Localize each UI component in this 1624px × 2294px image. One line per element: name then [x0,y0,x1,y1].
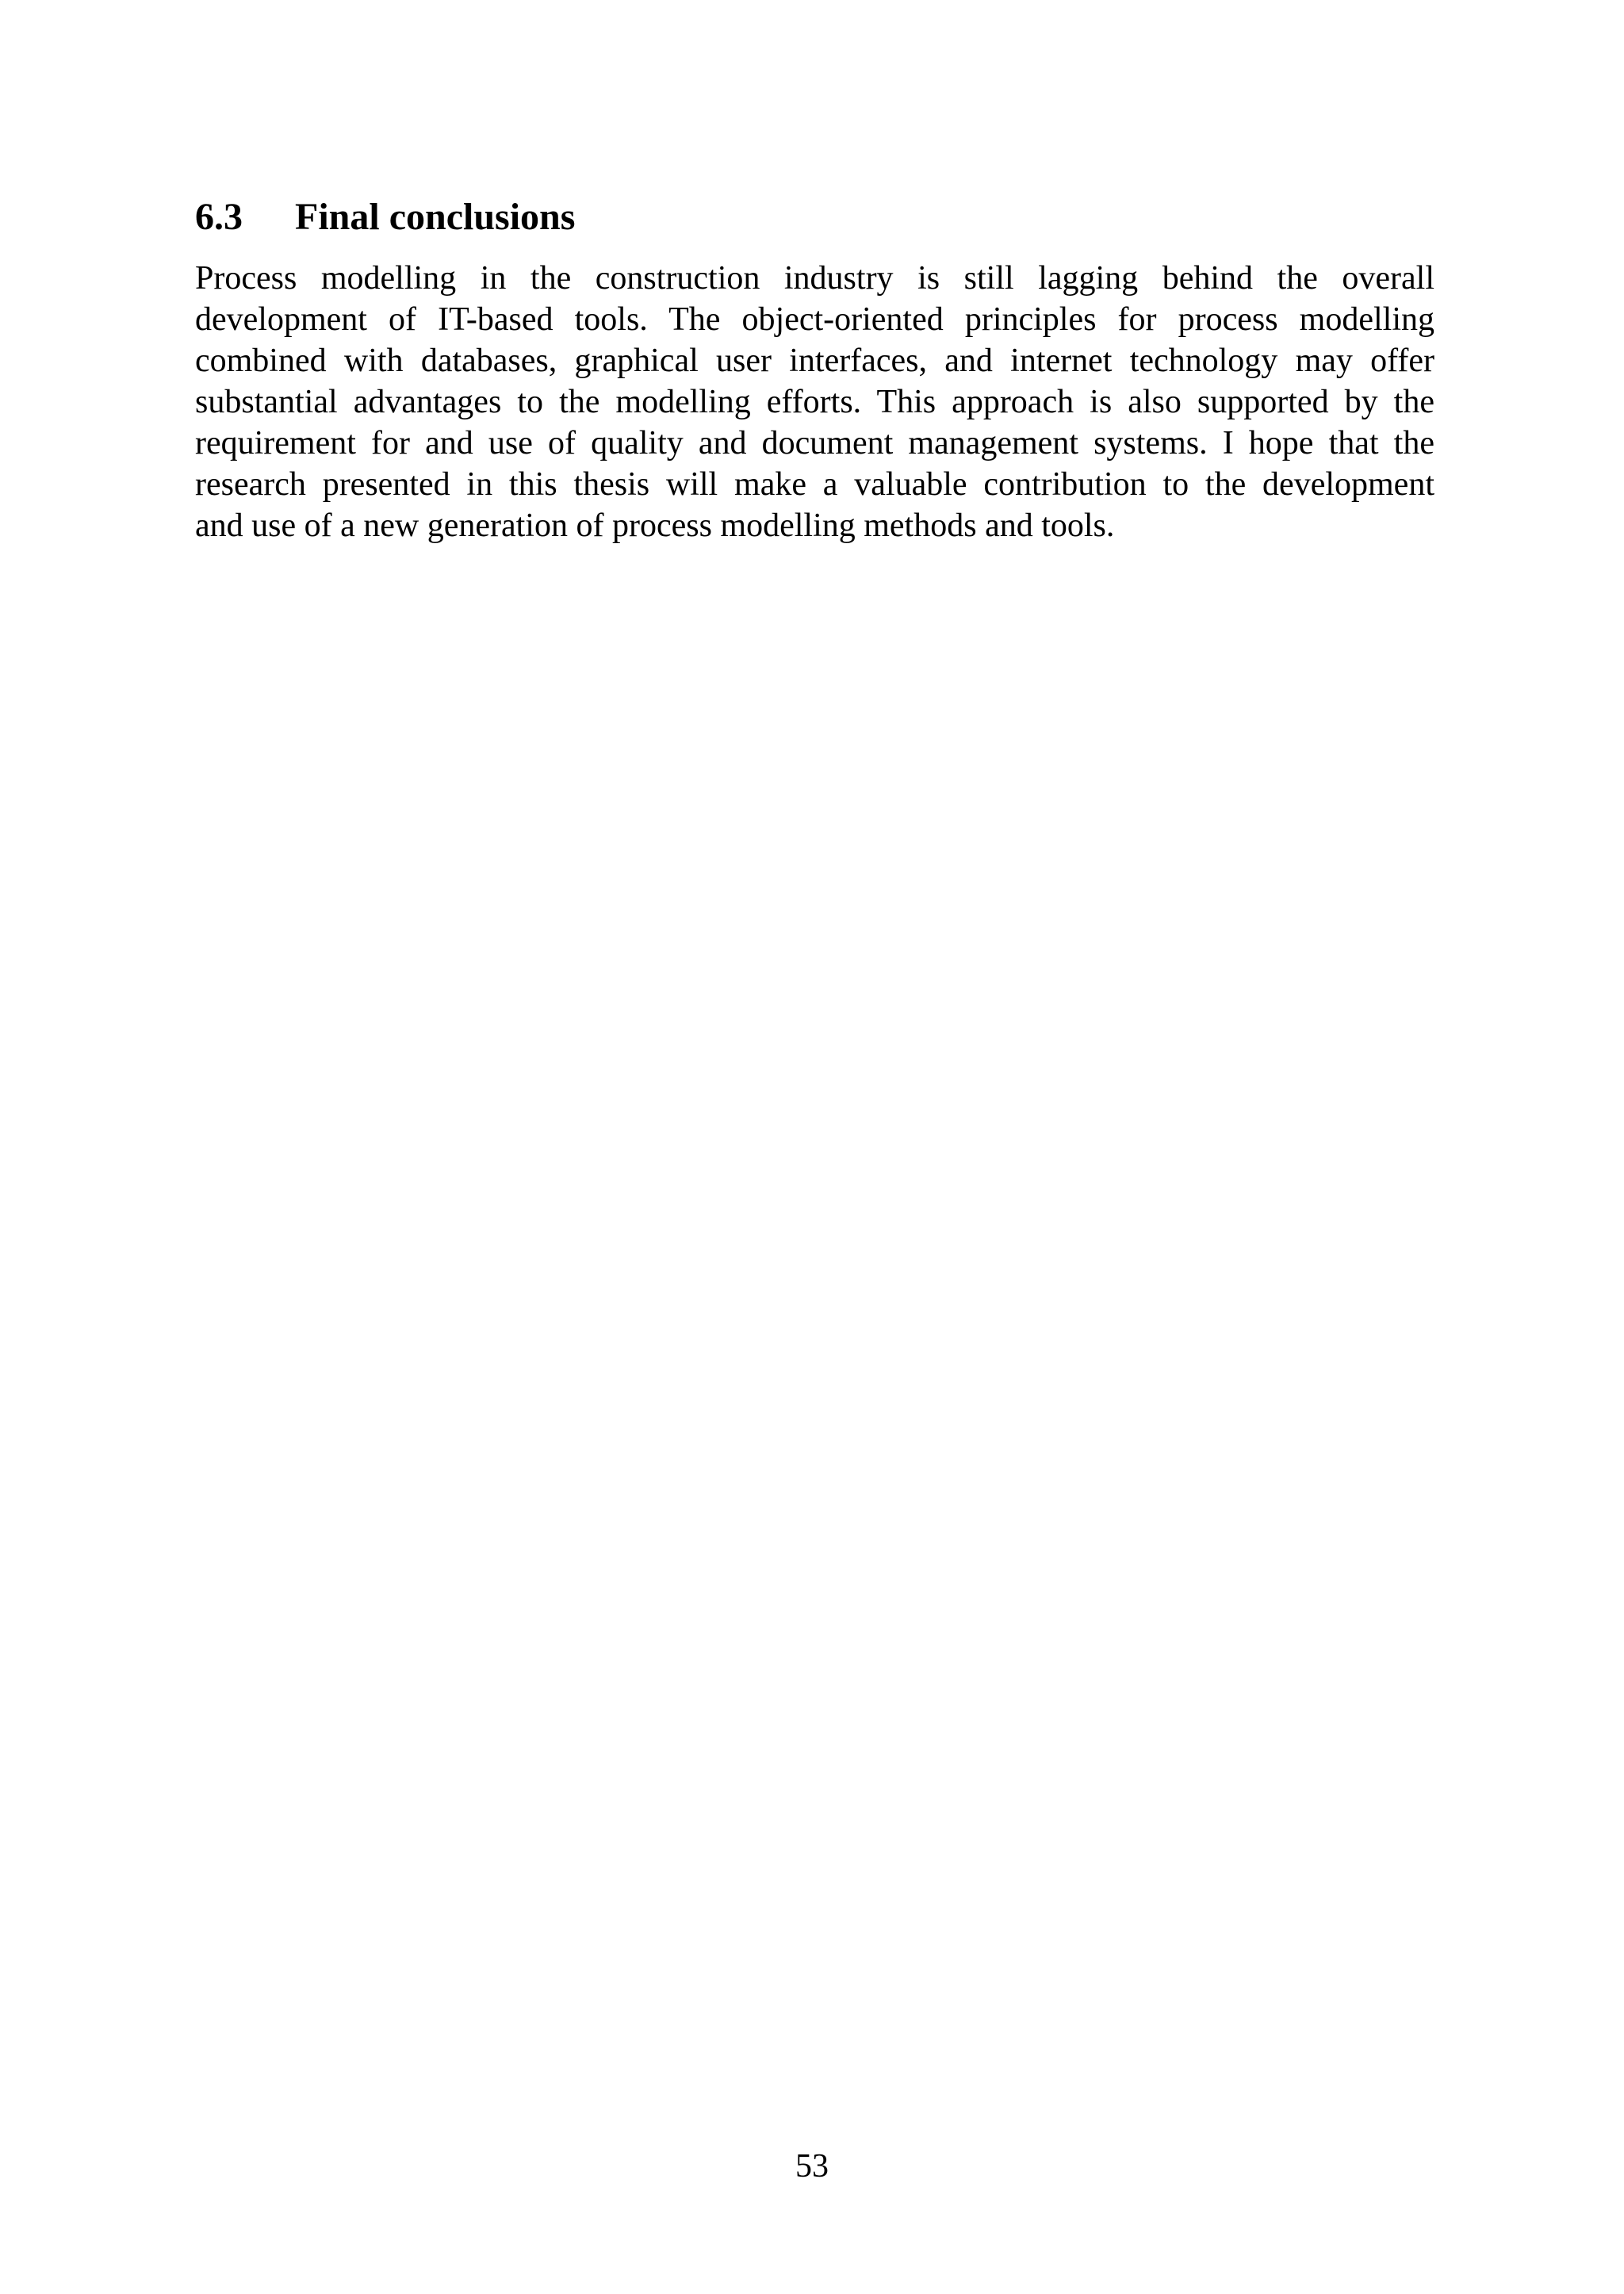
paragraph-line: research presented in this thesis will make a valuable contribution to the development [195,466,1434,503]
section-number: 6.3 [195,196,243,238]
section-heading [195,193,575,241]
paragraph-line: requirement for and use of quality and document management systems. I hope that the [195,425,1434,461]
paragraph-line: combined with databases, graphical user interfaces, and internet technology may offer [195,343,1434,379]
paragraph-line: substantial advantages to the modelling efforts. This approach is also supported by the [195,384,1434,420]
paragraph-line: Process modelling in the construction industry is still lagging behind the overall [195,260,1434,297]
conclusion-paragraph [195,258,1434,546]
paragraph-line: development of IT-based tools. The object-oriented principles for process modelling [195,301,1434,338]
page-number: 53 [795,2148,829,2185]
section-title: Final conclusions [295,196,576,238]
paragraph-line-last: and use of a new generation of process modelling methods and tools. [195,507,1115,544]
